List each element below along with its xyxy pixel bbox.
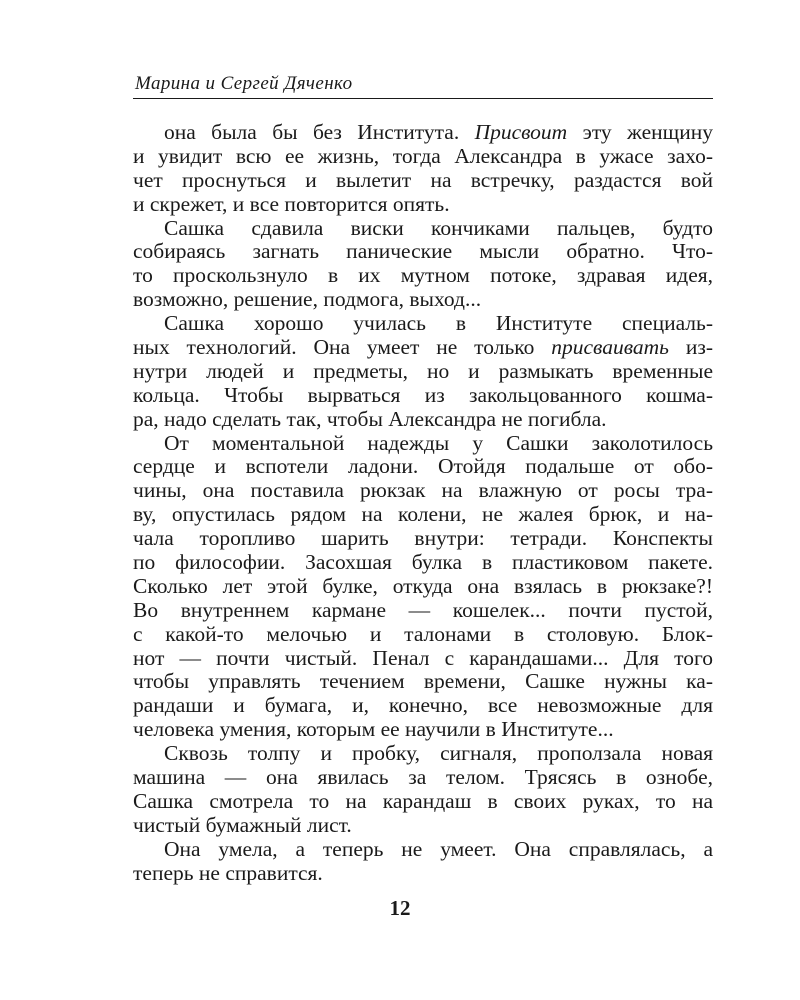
running-header: Марина и Сергей Дяченко [135, 73, 353, 94]
italic-emphasis: Присвоит [474, 120, 568, 144]
text-run: Сашка смотрела то на карандаш в своих руках, то на [133, 788, 713, 813]
text-line [133, 408, 713, 432]
text-run: чистый бумажный лист. [133, 812, 352, 837]
text-line [133, 312, 713, 336]
text-line [133, 193, 713, 217]
text-run: из- [668, 335, 713, 360]
text-line [133, 384, 713, 408]
text-run: собираясь загнать панические мысли обратно. Что- [133, 239, 713, 264]
text-run: Сашка хорошо училась в Институте специаль- [164, 311, 713, 336]
text-line [133, 718, 713, 742]
text-line [133, 599, 713, 623]
text-run: и увидит всю ее жизнь, тогда Александра в ужасе захо- [133, 143, 713, 168]
text-run: она была бы без Института. [164, 120, 475, 144]
text-run: и скрежет, и все повторится опять. [133, 191, 450, 216]
text-run: кольца. Чтобы вырваться из закольцованного кошма- [133, 382, 713, 407]
text-line [133, 862, 713, 886]
text-run: человека умения, которым ее научили в Институте... [133, 717, 614, 742]
text-line [133, 503, 713, 527]
text-run: Сколько лет этой булке, откуда она взялась в рюкзаке?! [133, 573, 713, 598]
text-line [133, 814, 713, 838]
text-line [133, 264, 713, 288]
text-run: чины, она поставила рюкзак на влажную от росы тра- [133, 478, 713, 503]
text-line [133, 670, 713, 694]
text-line [133, 121, 713, 145]
text-run: чала торопливо шарить внутри: тетради. Конспекты [133, 526, 713, 551]
text-run: ву, опустилась рядом на колени, не жалея брюк, и на- [133, 502, 713, 527]
text-run: нот — почти чистый. Пенал с карандашами... Для того [133, 645, 713, 670]
text-line [133, 766, 713, 790]
text-line [133, 217, 713, 241]
text-run: эту женщину [567, 120, 713, 144]
text-line [133, 360, 713, 384]
book-page [133, 72, 713, 886]
text-run: машина — она явилась за телом. Трясясь в ознобе, [133, 765, 713, 790]
text-run: ных технологий. Она умеет не только [133, 335, 552, 360]
text-line [133, 575, 713, 599]
text-line [133, 145, 713, 169]
text-run: чтобы управлять течением времени, Сашке нужны ка- [133, 669, 713, 694]
text-line [133, 551, 713, 575]
text-line [133, 647, 713, 671]
header-rule [133, 98, 713, 99]
text-line [133, 432, 713, 456]
text-run: ра, надо сделать так, чтобы Александра не погибла. [133, 406, 607, 431]
text-line [133, 838, 713, 862]
text-line [133, 479, 713, 503]
page-number: 12 [389, 896, 411, 920]
text-run: по философии. Засохшая булка в пластиковом пакете. [133, 550, 713, 575]
text-run: От моментальной надежды у Сашки заколотилось [164, 430, 713, 455]
text-line [133, 694, 713, 718]
text-line [133, 742, 713, 766]
text-run: то проскользнуло в их мутном потоке, здравая идея, [133, 263, 713, 288]
text-line [133, 169, 713, 193]
text-run: Она умела, а теперь не умеет. Она справлялась, а [164, 836, 713, 861]
text-line [133, 527, 713, 551]
text-run: рандаши и бумага, и, конечно, все невозможные для [133, 693, 713, 718]
text-run: Во внутреннем кармане — кошелек... почти пустой, [133, 597, 713, 622]
text-line [133, 455, 713, 479]
text-run: нутри людей и предметы, но и размыкать временные [133, 358, 713, 383]
text-run: Сашка сдавила виски кончиками пальцев, будто [164, 215, 713, 240]
text-line [133, 623, 713, 647]
text-run: Сквозь толпу и пробку, сигналя, проползала новая [164, 741, 713, 766]
text-line [133, 240, 713, 264]
body-text [133, 121, 713, 886]
italic-emphasis: присваивать [551, 335, 669, 360]
text-run: чет проснуться и вылетит на встречку, раздастся вой [133, 167, 713, 192]
text-run: сердце и вспотели ладони. Отойдя подальше от обо- [133, 454, 713, 479]
text-run: возможно, решение, подмога, выход... [133, 287, 482, 312]
text-line [133, 790, 713, 814]
text-line [133, 288, 713, 312]
text-run: с какой-то мелочью и талонами в столовую. Блок- [133, 621, 713, 646]
text-run: теперь не справится. [133, 860, 323, 885]
text-line [133, 336, 713, 360]
